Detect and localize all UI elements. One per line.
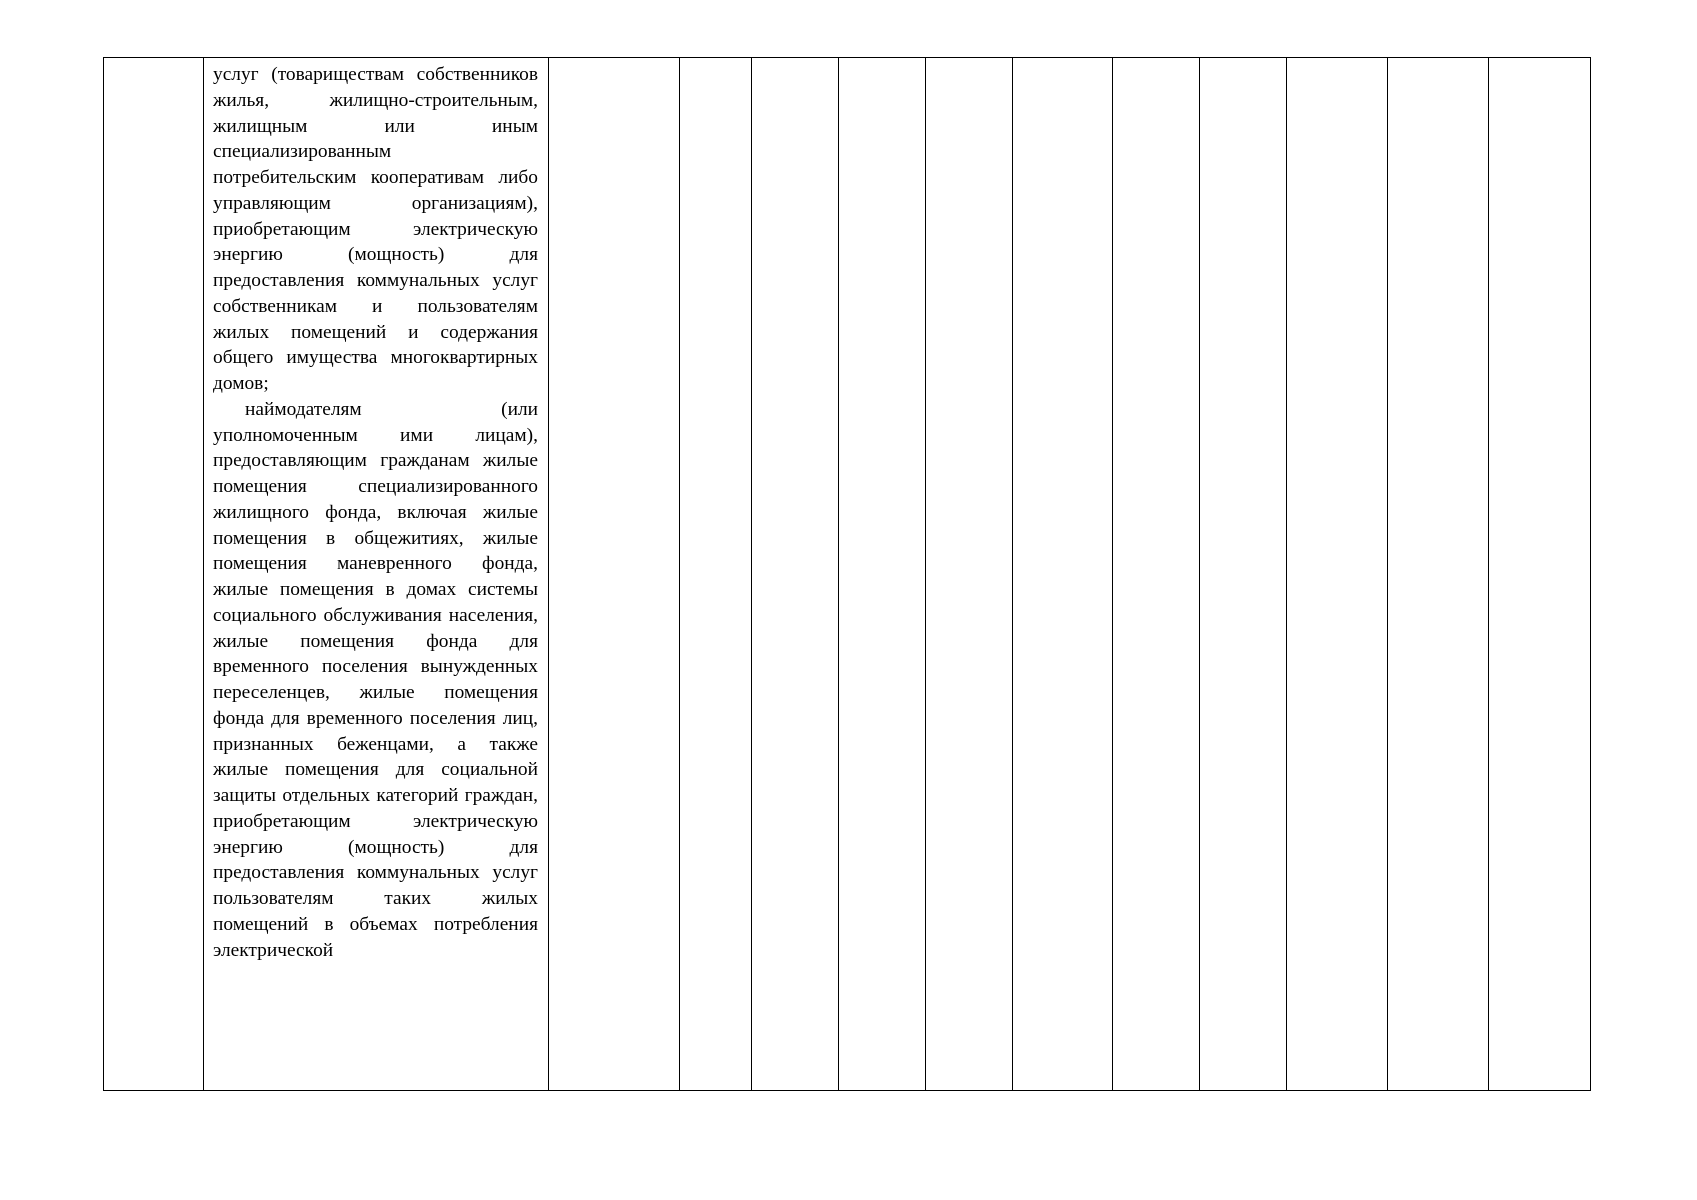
- value-cell: [1200, 58, 1287, 1091]
- value-cell: [680, 58, 752, 1091]
- row-number-cell: [104, 58, 204, 1091]
- value-cell: [1013, 58, 1113, 1091]
- value-cell: [1113, 58, 1200, 1091]
- tariff-table: [103, 57, 1591, 1091]
- value-cell: [549, 58, 680, 1091]
- description-cell: [204, 58, 549, 1091]
- value-cell: [1388, 58, 1489, 1091]
- value-cell: [1489, 58, 1591, 1091]
- value-cell: [839, 58, 926, 1091]
- table-row: [104, 58, 1591, 1091]
- description-paragraph: наймодателям (или уполномоченным ими лицам), предоставляющим гражданам жилые помещения специализированного жилищного фонда, включая жилые помещения в общежитиях, жилые помещения маневренного фонда, жилые помещения в домах системы социального обслуживания населения, жилые помещения фонда для временного поселения вынужденных переселенцев, жилые помещения фонда для временного поселения лиц, признанных беженцами, а также жилые помещения для социальной защиты отдельных категорий граждан, приобретающим электрическую энергию (мощность) для предоставления коммунальных услуг пользователям таких жилых помещений в объемах потребления электрической: [213, 398, 538, 961]
- value-cell: [1287, 58, 1388, 1091]
- description-paragraph: услуг (товариществам собственников жилья, жилищно-строительным, жилищным или иным специализированным потребительским кооперативам либо управляющим организациям), приобретающим электрическую энергию (мощность) для предоставления коммунальных услуг собственникам и пользователям жилых помещений и содержания общего имущества многоквартирных домов;: [213, 64, 538, 394]
- value-cell: [752, 58, 839, 1091]
- value-cell: [926, 58, 1013, 1091]
